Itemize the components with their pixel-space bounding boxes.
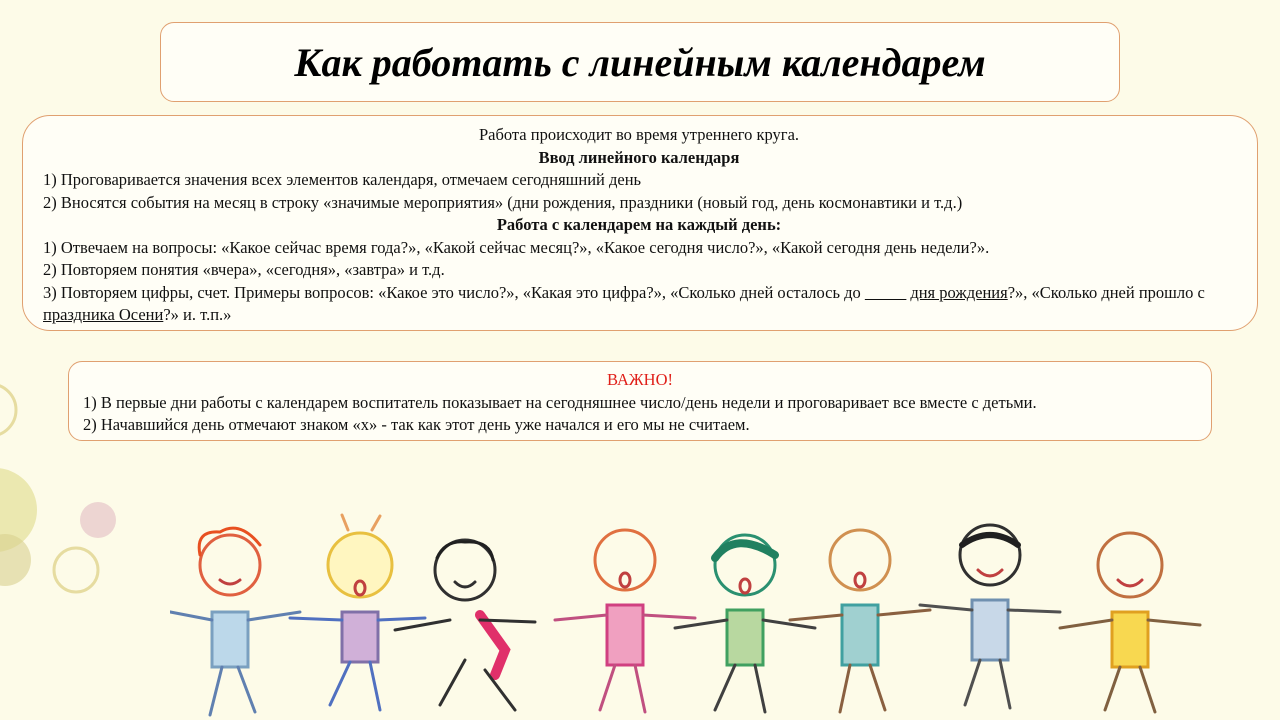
child-figure — [675, 535, 815, 712]
daily-step-3-part-b: ?», «Сколько дней прошло с — [1007, 282, 1205, 302]
daily-step-3-part-a: 3) Повторяем цифры, счет. Примеры вопросов: «Какое это число?», «Какая это цифра?», «Сколько дней осталось до — [43, 282, 865, 302]
blank-line: _____ — [864, 282, 907, 302]
important-box — [68, 361, 1212, 441]
daily-step-1: 1) Отвечаем на вопросы: «Какое сейчас время года?», «Какой сейчас месяц?», «Какое сегодня число?», «Какой сегодня день недели?». — [43, 237, 990, 257]
input-step-1: 1) Проговаривается значения всех элементов календаря, отмечаем сегодняшний день — [43, 170, 642, 189]
important-item-1: 1) В первые дни работы с календарем воспитатель показывает на сегодняшнее число/день недели и проговаривает все вместе с детьми. — [83, 392, 1037, 412]
child-figure — [790, 530, 930, 712]
intro-text: Работа происходит во время утреннего круга. — [478, 125, 800, 144]
important-heading: ВАЖНО! — [607, 370, 673, 389]
child-figure — [920, 525, 1060, 708]
child-figure — [395, 540, 535, 710]
birthday-underlined: дня рождения — [910, 282, 1008, 302]
children-illustration — [170, 500, 1220, 720]
holiday-underlined: праздника Осени — [43, 305, 164, 324]
input-step-2: 2) Вносятся события на месяц в строку «значимые мероприятия» (дни рождения, праздники (новый год, день космонавтики и т.д.) — [43, 192, 963, 212]
page-title: Как работать с линейным календарем — [294, 39, 986, 85]
section-heading-input: Ввод линейного календаря — [538, 147, 740, 167]
title-box — [160, 22, 1120, 102]
child-figure — [170, 528, 300, 715]
daily-step-3-part-c: ?» и. т.п.» — [163, 305, 232, 324]
decorative-circles — [0, 0, 130, 720]
important-item-2: 2) Начавшийся день отмечают знаком «х» - так как этот день уже начался и его мы не считаем. — [83, 415, 750, 434]
section-heading-daily: Работа с календарем на каждый день: — [496, 215, 782, 234]
child-figure — [290, 515, 425, 710]
daily-step-3 — [43, 282, 1235, 327]
child-figure — [555, 530, 695, 712]
daily-step-2: 2) Повторяем понятия «вчера», «сегодня», «завтра» и т.д. — [43, 260, 445, 279]
child-figure — [1060, 533, 1200, 712]
instructions-box — [22, 115, 1258, 331]
